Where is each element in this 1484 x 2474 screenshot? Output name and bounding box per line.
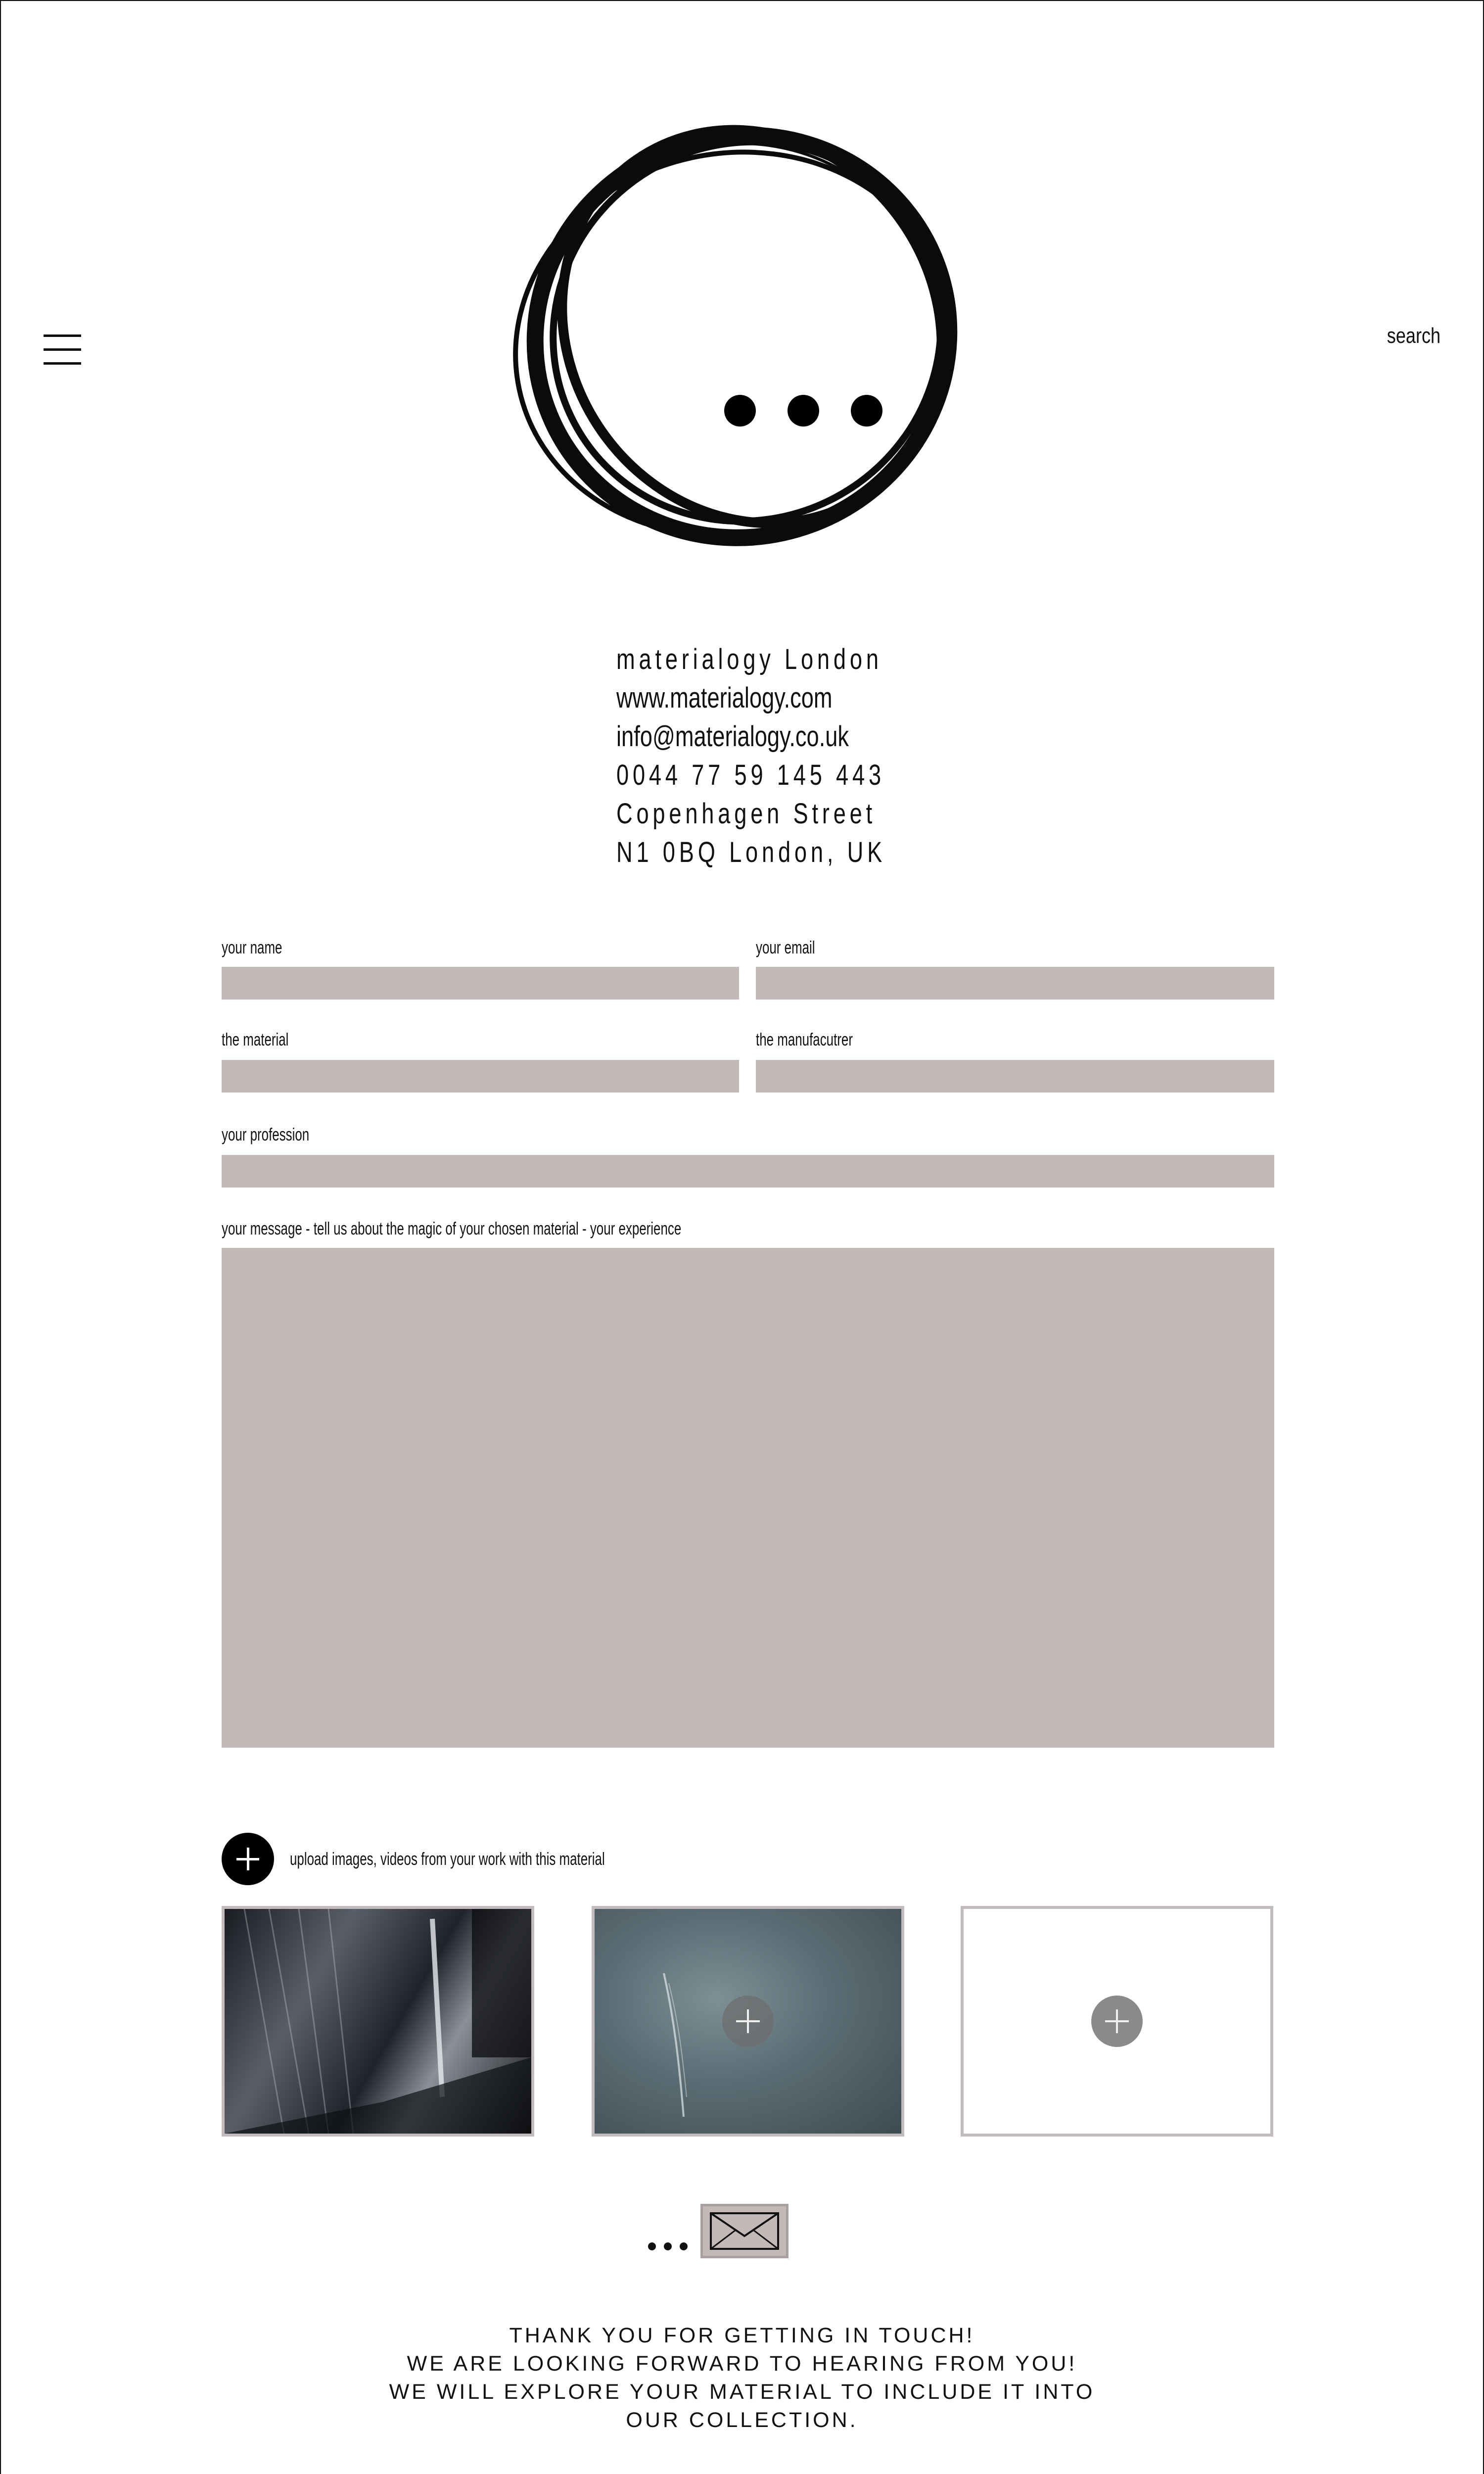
- contact-city: N1 0BQ London, UK: [616, 836, 886, 868]
- envelope-icon: [703, 2206, 786, 2256]
- thanks-line: THANK YOU FOR GETTING IN TOUCH!: [509, 2324, 975, 2347]
- upload-label: upload images, videos from your work with this material: [290, 1849, 605, 1869]
- message-textarea[interactable]: [222, 1248, 1274, 1748]
- contact-street: Copenhagen Street: [616, 798, 876, 830]
- contact-email-link[interactable]: info@materialogy.co.uk: [616, 720, 849, 753]
- contact-phone: 0044 77 59 145 443: [616, 759, 885, 791]
- add-image-icon[interactable]: [1091, 1996, 1143, 2047]
- upload-thumbnail-empty[interactable]: [961, 1906, 1273, 2137]
- email-field[interactable]: [756, 967, 1274, 999]
- upload-add-button[interactable]: [222, 1833, 274, 1885]
- thanks-line: WE WILL EXPLORE YOUR MATERIAL TO INCLUDE IT INTO: [389, 2380, 1095, 2404]
- hamburger-menu-icon[interactable]: [44, 334, 81, 364]
- manufacturer-field[interactable]: [756, 1060, 1274, 1093]
- contact-info: [616, 640, 913, 872]
- manufacturer-label: the manufacutrer: [756, 1029, 853, 1049]
- profession-field[interactable]: [222, 1155, 1274, 1188]
- material-field[interactable]: [222, 1060, 739, 1093]
- materialogy-logo: [495, 119, 989, 564]
- add-image-icon[interactable]: [722, 1996, 774, 2047]
- metallic-texture-image: [225, 1909, 531, 2134]
- upload-thumbnail-1[interactable]: [222, 1906, 534, 2137]
- upload-thumbnail-2[interactable]: [592, 1906, 904, 2137]
- name-label: your name: [222, 937, 282, 957]
- thanks-line: WE ARE LOOKING FORWARD TO HEARING FROM YOU!: [407, 2352, 1077, 2376]
- thanks-line: OUR COLLECTION.: [626, 2408, 858, 2432]
- material-label: the material: [222, 1029, 289, 1049]
- name-field[interactable]: [222, 967, 739, 999]
- send-button[interactable]: [700, 2204, 788, 2258]
- thank-you-message: [346, 2322, 1138, 2434]
- contact-website-link[interactable]: www.materialogy.com: [616, 682, 833, 714]
- profession-label: your profession: [222, 1124, 310, 1144]
- contact-company: materialogy London: [616, 643, 882, 675]
- search-link[interactable]: search: [1387, 324, 1440, 348]
- email-label: your email: [756, 937, 815, 957]
- message-label: your message - tell us about the magic of your chosen material - your experience: [222, 1218, 682, 1238]
